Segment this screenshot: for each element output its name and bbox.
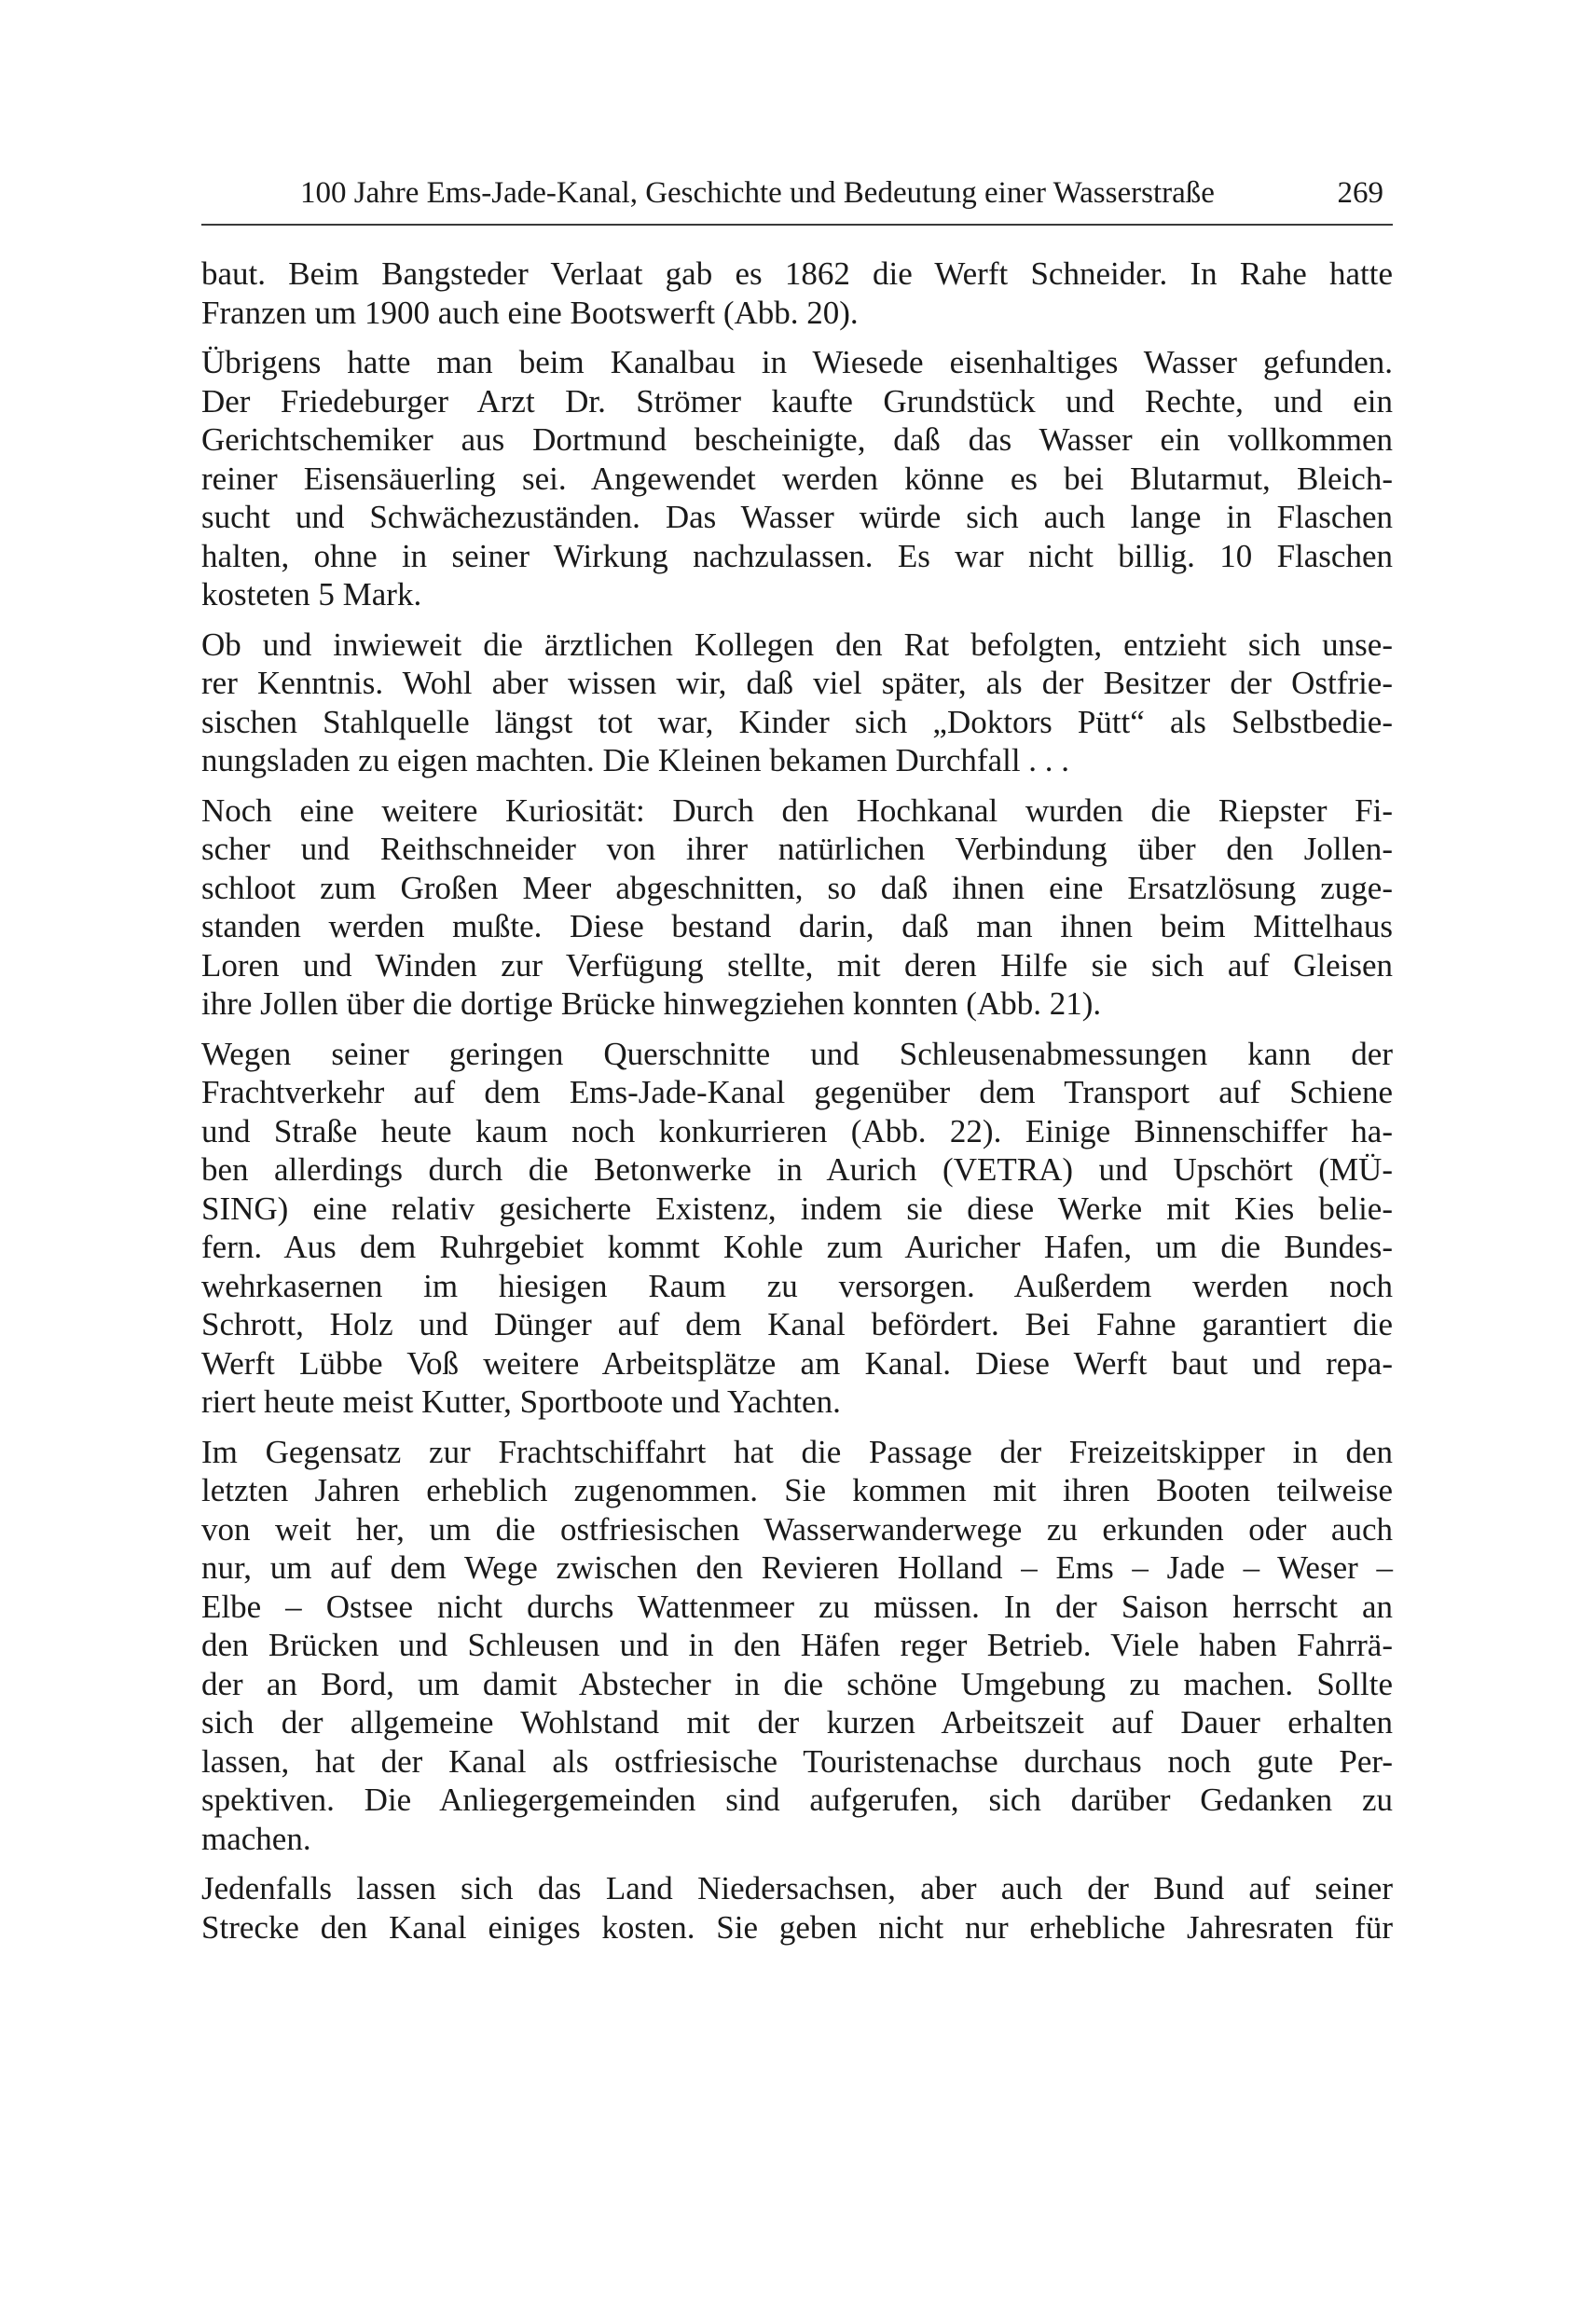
running-title: 100 Jahre Ems-Jade-Kanal, Geschichte und Bedeutung einer Wasserstraße — [300, 176, 1215, 210]
text-line: wehrkasernen im hiesigen Raum zu versorgen. Außerdem werden noch — [201, 1267, 1393, 1304]
text-line: machen. — [201, 1820, 311, 1857]
body-text — [201, 255, 1393, 1958]
text-line: kosteten 5 Mark. — [201, 576, 422, 612]
text-line: standen werden mußte. Diese bestand darin, daß man ihnen beim Mittelhaus — [201, 908, 1393, 944]
text-line: den Brücken und Schleusen und in den Häfen reger Betrieb. Viele haben Fahrrä- — [201, 1627, 1393, 1663]
text-line: lassen, hat der Kanal als ostfriesische Touristenachse durchaus noch gute Per- — [201, 1742, 1393, 1780]
paragraph — [201, 1433, 1393, 1859]
text-line: nungsladen zu eigen machten. Die Kleinen bekamen Durchfall . . . — [201, 742, 1070, 778]
text-line: baut. Beim Bangsteder Verlaat gab es 1862 die Werft Schneider. In Rahe hatte — [201, 255, 1393, 292]
text-line: von weit her, um die ostfriesischen Wasserwanderwege zu erkunden oder auch — [201, 1510, 1393, 1548]
text-line: der an Bord, um damit Abstecher in die schöne Umgebung zu machen. Sollte — [201, 1665, 1393, 1702]
text-line: Im Gegensatz zur Frachtschiffahrt hat die Passage der Freizeitskipper in den — [201, 1433, 1393, 1470]
text-line: halten, ohne in seiner Wirkung nachzulassen. Es war nicht billig. 10 Flaschen — [201, 537, 1393, 574]
text-line: Wegen seiner geringen Querschnitte und Schleusenabmessungen kann der — [201, 1035, 1393, 1072]
text-line: Elbe – Ostsee nicht durchs Wattenmeer zu müssen. In der Saison herrscht an — [201, 1588, 1393, 1625]
running-head — [201, 173, 1393, 226]
text-line: SING) eine relativ gesicherte Existenz, indem sie diese Werke mit Kies belie- — [201, 1190, 1393, 1227]
text-line: sischen Stahlquelle längst tot war, Kinder sich „Doktors Pütt“ als Selbstbedie- — [201, 703, 1393, 740]
paragraph — [201, 343, 1393, 614]
text-line: Frachtverkehr auf dem Ems-Jade-Kanal gegenüber dem Transport auf Schiene — [201, 1074, 1393, 1110]
text-line: Der Friedeburger Arzt Dr. Strömer kaufte Grundstück und Rechte, und ein — [201, 382, 1393, 420]
text-line: Gerichtschemiker aus Dortmund bescheinigte, daß das Wasser ein vollkommen — [201, 421, 1393, 458]
text-line: Noch eine weitere Kuriosität: Durch den Hochkanal wurden die Riepster Fi- — [201, 791, 1393, 829]
text-line: nur, um auf dem Wege zwischen den Revieren Holland – Ems – Jade – Weser – — [201, 1549, 1393, 1586]
text-line: Werft Lübbe Voß weitere Arbeitsplätze am Kanal. Diese Werft baut und repa- — [201, 1344, 1393, 1382]
page-number: 269 — [1337, 176, 1383, 210]
text-line: letzten Jahren erheblich zugenommen. Sie kommen mit ihren Booten teilweise — [201, 1472, 1393, 1508]
text-line: Ob und inwieweit die ärztlichen Kollegen den Rat befolgten, entzieht sich unse- — [201, 626, 1393, 663]
text-line: Strecke den Kanal einiges kosten. Sie geben nicht nur erhebliche Jahresraten für — [201, 1908, 1393, 1946]
text-line: scher und Reithschneider von ihrer natürlichen Verbindung über den Jollen- — [201, 831, 1393, 867]
text-line: fern. Aus dem Ruhrgebiet kommt Kohle zum Auricher Hafen, um die Bundes- — [201, 1229, 1393, 1265]
text-line: Schrott, Holz und Dünger auf dem Kanal befördert. Bei Fahne garantiert die — [201, 1306, 1393, 1342]
text-line: sucht und Schwächezuständen. Das Wasser würde sich auch lange in Flaschen — [201, 499, 1393, 535]
text-line: Jedenfalls lassen sich das Land Niedersachsen, aber auch der Bund auf seiner — [201, 1870, 1393, 1906]
text-line: Übrigens hatte man beim Kanalbau in Wiesede eisenhaltiges Wasser gefunden. — [201, 344, 1393, 380]
text-line: riert heute meist Kutter, Sportboote und Yachten. — [201, 1383, 841, 1420]
text-line: ihre Jollen über die dortige Brücke hinwegziehen konnten (Abb. 21). — [201, 985, 1102, 1022]
text-line: und Straße heute kaum noch konkurrieren (Abb. 22). Einige Binnenschiffer ha- — [201, 1112, 1393, 1149]
book-page — [201, 0, 1393, 2312]
text-line: reiner Eisensäuerling sei. Angewendet werden könne es bei Blutarmut, Bleich- — [201, 460, 1393, 497]
text-line: Loren und Winden zur Verfügung stellte, mit deren Hilfe sie sich auf Gleisen — [201, 946, 1393, 984]
paragraph — [201, 1035, 1393, 1422]
text-line: spektiven. Die Anliegergemeinden sind aufgerufen, sich darüber Gedanken zu — [201, 1782, 1393, 1818]
text-line: Franzen um 1900 auch eine Bootswerft (Abb. 20). — [201, 294, 859, 331]
text-line: ben allerdings durch die Betonwerke in Aurich (VETRA) und Upschört (MÜ- — [201, 1151, 1393, 1188]
paragraph — [201, 626, 1393, 780]
paragraph — [201, 1869, 1393, 1947]
text-line: sich der allgemeine Wohlstand mit der kurzen Arbeitszeit auf Dauer erhalten — [201, 1704, 1393, 1741]
paragraph — [201, 255, 1393, 332]
text-line: schloot zum Großen Meer abgeschnitten, so daß ihnen eine Ersatzlösung zuge- — [201, 869, 1393, 906]
paragraph — [201, 791, 1393, 1024]
text-line: rer Kenntnis. Wohl aber wissen wir, daß viel später, als der Besitzer der Ostfrie- — [201, 665, 1393, 701]
